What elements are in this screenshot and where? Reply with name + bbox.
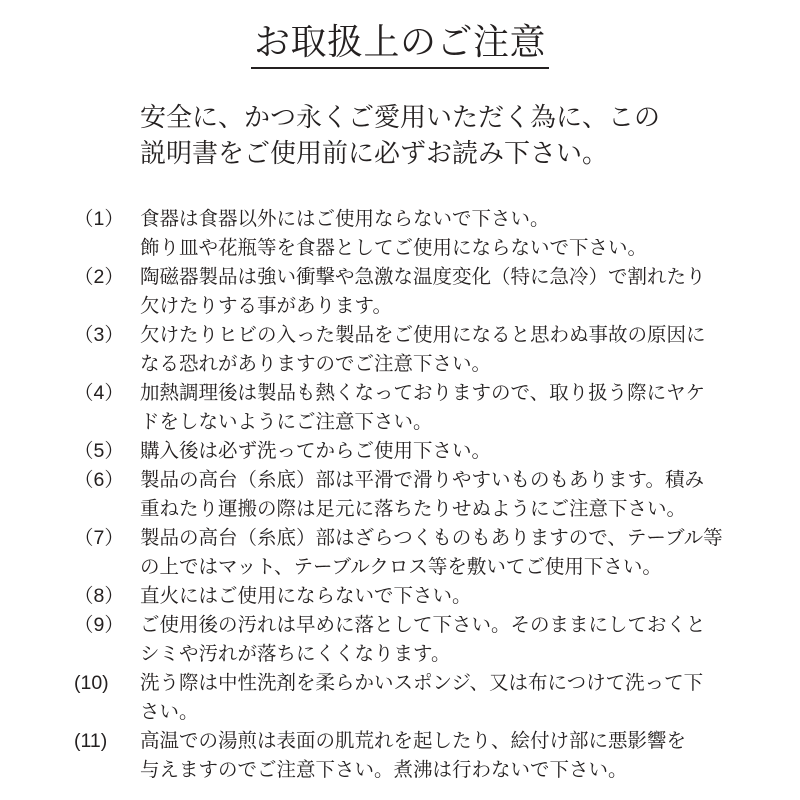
item-text [140, 611, 706, 669]
item-text [140, 263, 706, 321]
item-line: の上ではマット、テーブルクロス等を敷いてご使用下さい。 [140, 556, 662, 578]
item-number: （7） [74, 527, 124, 549]
notice-list [74, 205, 800, 785]
item-line: 製品の高台（糸底）部はざらつくものもありますので、テーブル等 [140, 527, 723, 549]
list-item [74, 524, 800, 582]
item-line: 飾り皿や花瓶等を食器としてご使用にならないで下さい。 [140, 237, 648, 259]
list-item [74, 321, 800, 379]
item-line: 重ねたり運搬の際は足元に落ちたりせぬようにご注意下さい。 [140, 498, 687, 520]
item-number: （1） [74, 208, 124, 230]
item-text [140, 379, 705, 437]
item-number: (10) [74, 672, 109, 694]
item-text [140, 466, 704, 524]
item-number: （4） [74, 382, 124, 404]
item-text [140, 669, 703, 727]
item-text [140, 205, 647, 263]
item-number: （5） [74, 440, 124, 462]
item-line: 欠けたりヒビの入った製品をご使用になると思わぬ事故の原因に [140, 324, 706, 346]
item-line: 加熱調理後は製品も熱くなっておりますので、取り扱う際にヤケ [140, 382, 706, 404]
item-line: 与えますのでご注意下さい。煮沸は行わないで下さい。 [140, 759, 628, 781]
item-line: 購入後は必ず洗ってからご使用下さい。 [140, 440, 492, 462]
item-line: シミや汚れが落ちにくくなります。 [140, 643, 451, 665]
item-line: 欠けたりする事があります。 [140, 295, 392, 317]
list-item [74, 379, 800, 437]
page-title: お取扱上のご注意 [251, 24, 549, 69]
list-item [74, 205, 800, 263]
item-text [140, 321, 706, 379]
list-item [74, 669, 800, 727]
item-line: なる恐れがありますのでご注意下さい。 [140, 353, 492, 375]
item-number: （3） [74, 324, 124, 346]
intro-line: 安全に、かつ永くご愛用いただく為に、この [140, 102, 661, 132]
item-text [140, 582, 472, 611]
title-container [0, 21, 800, 69]
item-line: ドをしないようにご注意下さい。 [140, 411, 433, 433]
list-item [74, 582, 800, 611]
intro-text [140, 99, 800, 171]
intro-line: 説明書をご使用前に必ずお読み下さい。 [140, 138, 609, 168]
item-line: 直火にはご使用にならないで下さい。 [140, 585, 472, 607]
item-text [140, 727, 686, 785]
list-item [74, 727, 800, 785]
item-number: （2） [74, 266, 124, 288]
item-number: （9） [74, 614, 124, 636]
item-text [140, 524, 723, 582]
item-line: 陶磁器製品は強い衝撃や急激な温度変化（特に急冷）で割れたり [140, 266, 706, 288]
item-line: さい。 [140, 701, 199, 723]
item-number: （8） [74, 585, 124, 607]
item-line: 製品の高台（糸底）部は平滑で滑りやすいものもあります。積み [140, 469, 704, 491]
item-number: (11) [74, 730, 108, 752]
list-item [74, 611, 800, 669]
list-item [74, 466, 800, 524]
list-item [74, 437, 800, 466]
item-line: 食器は食器以外にはご使用ならないで下さい。 [140, 208, 550, 230]
item-line: 洗う際は中性洗剤を柔らかいスポンジ、又は布につけて洗って下 [140, 672, 704, 694]
item-line: 高温での湯煎は表面の肌荒れを起したり、絵付け部に悪影響を [140, 730, 687, 752]
list-item [74, 263, 800, 321]
item-number: （6） [74, 469, 124, 491]
item-text [140, 437, 491, 466]
item-line: ご使用後の汚れは早めに落として下さい。そのままにしておくと [140, 614, 706, 636]
